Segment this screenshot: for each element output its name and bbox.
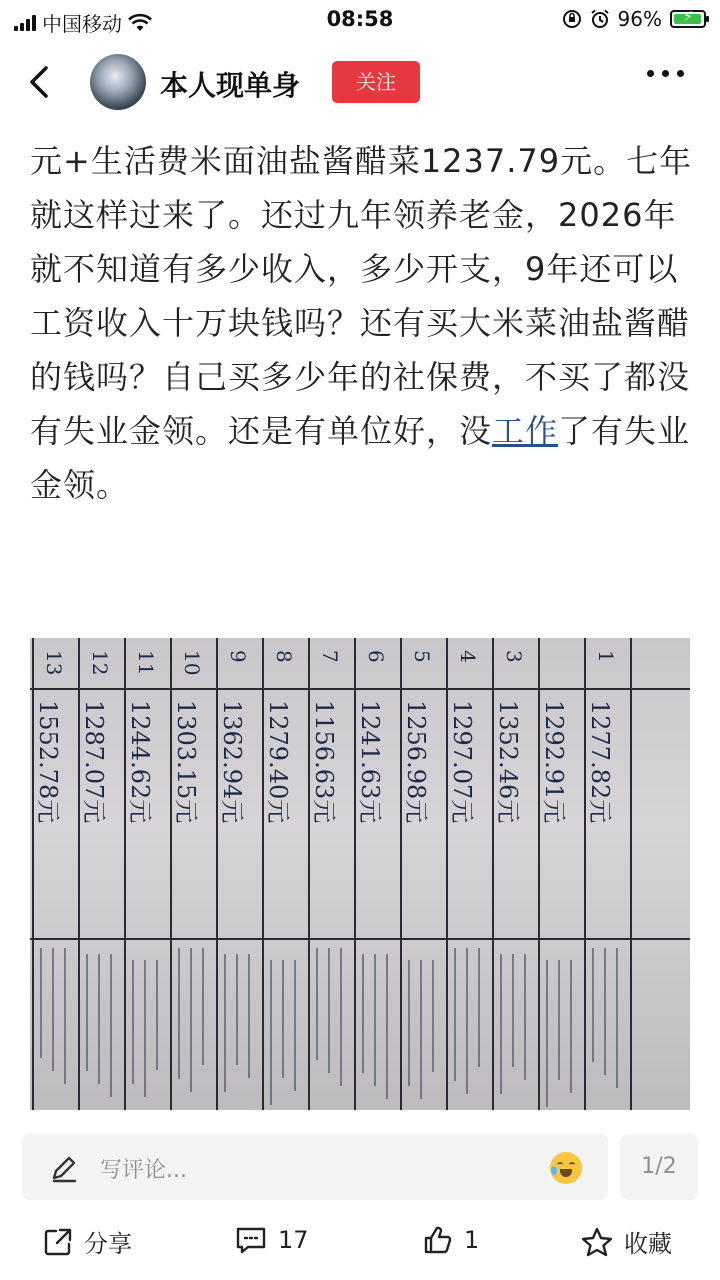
ledger-handwriting: [328, 948, 330, 1073]
ledger-amount: 1352.46元: [494, 700, 522, 824]
ledger-handwriting: [236, 954, 238, 1065]
post-body: [30, 134, 694, 512]
back-button[interactable]: [22, 62, 58, 102]
ledger-handwriting: [202, 948, 204, 1065]
ledger-amount: 1156.63元: [310, 700, 338, 824]
pen-icon: [48, 1152, 80, 1184]
emoji-icon[interactable]: [550, 1152, 582, 1184]
ledger-handwriting: [512, 954, 514, 1067]
ledger-handwriting: [592, 948, 594, 1062]
ledger-amount: 1244.62元: [126, 700, 154, 824]
ledger-handwriting: [524, 954, 526, 1080]
favorite-label: 收藏: [624, 1230, 672, 1258]
ledger-amount: 1297.07元: [448, 700, 476, 824]
ledger-amount: 1287.07元: [80, 700, 108, 824]
bottom-action-bar: [0, 1218, 720, 1268]
ledger-amount: 1277.82元: [586, 700, 614, 824]
post-header: [0, 44, 720, 120]
ledger-row-number: 3: [502, 650, 526, 663]
like-button[interactable]: [422, 1224, 479, 1256]
status-right: [562, 7, 706, 31]
ledger-handwriting: [616, 948, 618, 1088]
ledger-handwriting: [132, 960, 134, 1084]
ledger-handwriting: [340, 948, 342, 1086]
ledger-middle-line: [30, 938, 690, 940]
ledger-handwriting: [466, 948, 468, 1094]
ledger-amount: 1362.94元: [218, 700, 246, 824]
ledger-handwriting: [478, 948, 480, 1067]
ledger-handwriting: [386, 954, 388, 1099]
like-count: 1: [464, 1226, 480, 1254]
ledger-handwriting: [454, 948, 456, 1081]
ledger-amount: 1279.40元: [264, 700, 292, 824]
ledger-row-number: 8: [272, 650, 296, 663]
follow-button[interactable]: 关注: [332, 61, 420, 103]
ledger-handwriting: [362, 954, 364, 1073]
ledger-row-number: 13: [42, 650, 66, 676]
ledger-row-number: 10: [180, 650, 204, 676]
ledger-amount: 1552.78元: [34, 700, 62, 824]
ledger-handwriting: [270, 960, 272, 1105]
emoji-tear: [551, 1166, 557, 1175]
status-time: 08:58: [326, 7, 394, 31]
more-dot-icon: [662, 70, 669, 77]
ledger-header-line: [30, 688, 690, 690]
more-dot-icon: [647, 70, 654, 77]
ledger-handwriting: [316, 948, 318, 1060]
ledger-row-number: 12: [88, 650, 112, 676]
more-options-button[interactable]: [647, 70, 684, 77]
comment-button[interactable]: [234, 1224, 309, 1256]
ledger-handwriting: [282, 960, 284, 1078]
carrier-name: 中国移动: [42, 12, 122, 36]
ledger-amount: 1292.91元: [540, 700, 568, 824]
ledger-row-number: 5: [410, 650, 434, 663]
author-name[interactable]: 本人现单身: [160, 69, 301, 102]
ledger-handwriting: [570, 960, 572, 1093]
ledger-handwriting: [86, 954, 88, 1071]
ledger-handwriting: [546, 960, 548, 1107]
ledger-handwriting: [156, 960, 158, 1070]
emoji-mouth: [560, 1169, 572, 1177]
ledger-handwriting: [408, 960, 410, 1086]
post-text: 元+生活费米面油盐酱醋菜1237.79元。七年就这样过来了。还过九年领养老金，2026年就不知道有多少收入，多少开支，9年还可以工资收入十万块钱吗？还有买大米菜油盐酱醋的钱吗？自己买多少年的社保费，不买了都没有失业金领。还是有单位好，没: [30, 142, 693, 450]
star-icon: [580, 1226, 614, 1258]
ledger-handwriting: [500, 954, 502, 1094]
ledger-row-number: 1: [594, 650, 618, 663]
ledger-row-number: 7: [318, 650, 342, 663]
ledger-handwriting: [144, 960, 146, 1097]
share-button[interactable]: [42, 1224, 132, 1259]
ledger-handwriting: [420, 960, 422, 1099]
comment-count: 17: [278, 1226, 309, 1254]
post-text-end: 了有失业金领。: [30, 412, 691, 504]
ledger-handwriting: [248, 954, 250, 1078]
ledger-row-number: 4: [456, 650, 480, 663]
ledger-handwriting: [224, 954, 226, 1092]
avatar[interactable]: [90, 54, 146, 110]
alarm-icon: [590, 9, 610, 29]
image-page-indicator: 1/2: [620, 1134, 698, 1200]
ledger-amount: 1241.63元: [356, 700, 384, 824]
status-bar: [0, 0, 720, 40]
topic-link[interactable]: 工作: [492, 412, 559, 450]
more-dot-icon: [677, 70, 684, 77]
ledger-handwriting: [374, 954, 376, 1086]
comment-input[interactable]: [22, 1134, 608, 1200]
ledger-handwriting: [190, 948, 192, 1092]
ledger-handwriting: [98, 954, 100, 1084]
ledger-row-number: 6: [364, 650, 388, 663]
ledger-handwriting: [294, 960, 296, 1091]
share-icon: [42, 1226, 74, 1258]
comment-icon: [234, 1224, 268, 1256]
battery-percent: 96%: [617, 7, 662, 31]
ledger-handwriting: [604, 948, 606, 1075]
thumbs-up-icon: [422, 1224, 454, 1256]
ledger-amount: 1303.15元: [172, 700, 200, 824]
ledger-row-number: 11: [134, 650, 158, 676]
ledger-handwriting: [110, 954, 112, 1097]
ledger-handwriting: [558, 960, 560, 1080]
share-label: 分享: [84, 1230, 132, 1258]
battery-icon: [670, 10, 706, 28]
ledger-handwriting: [52, 948, 54, 1071]
ledger-handwriting: [432, 960, 434, 1072]
post-photo[interactable]: [30, 638, 690, 1110]
ledger-handwriting: [178, 948, 180, 1079]
favorite-button[interactable]: [580, 1224, 672, 1259]
charging-bolt-icon: ⚡: [683, 9, 693, 25]
ledger-amount: 1256.98元: [402, 700, 430, 824]
ledger-photo: [30, 638, 690, 1110]
ledger-handwriting: [64, 948, 66, 1084]
comment-placeholder: 写评论...: [100, 1158, 187, 1183]
ledger-row-number: 9: [226, 650, 250, 663]
ledger-handwriting: [40, 948, 42, 1058]
ledger-column-line: [630, 638, 632, 1110]
orientation-lock-icon: [562, 9, 582, 29]
